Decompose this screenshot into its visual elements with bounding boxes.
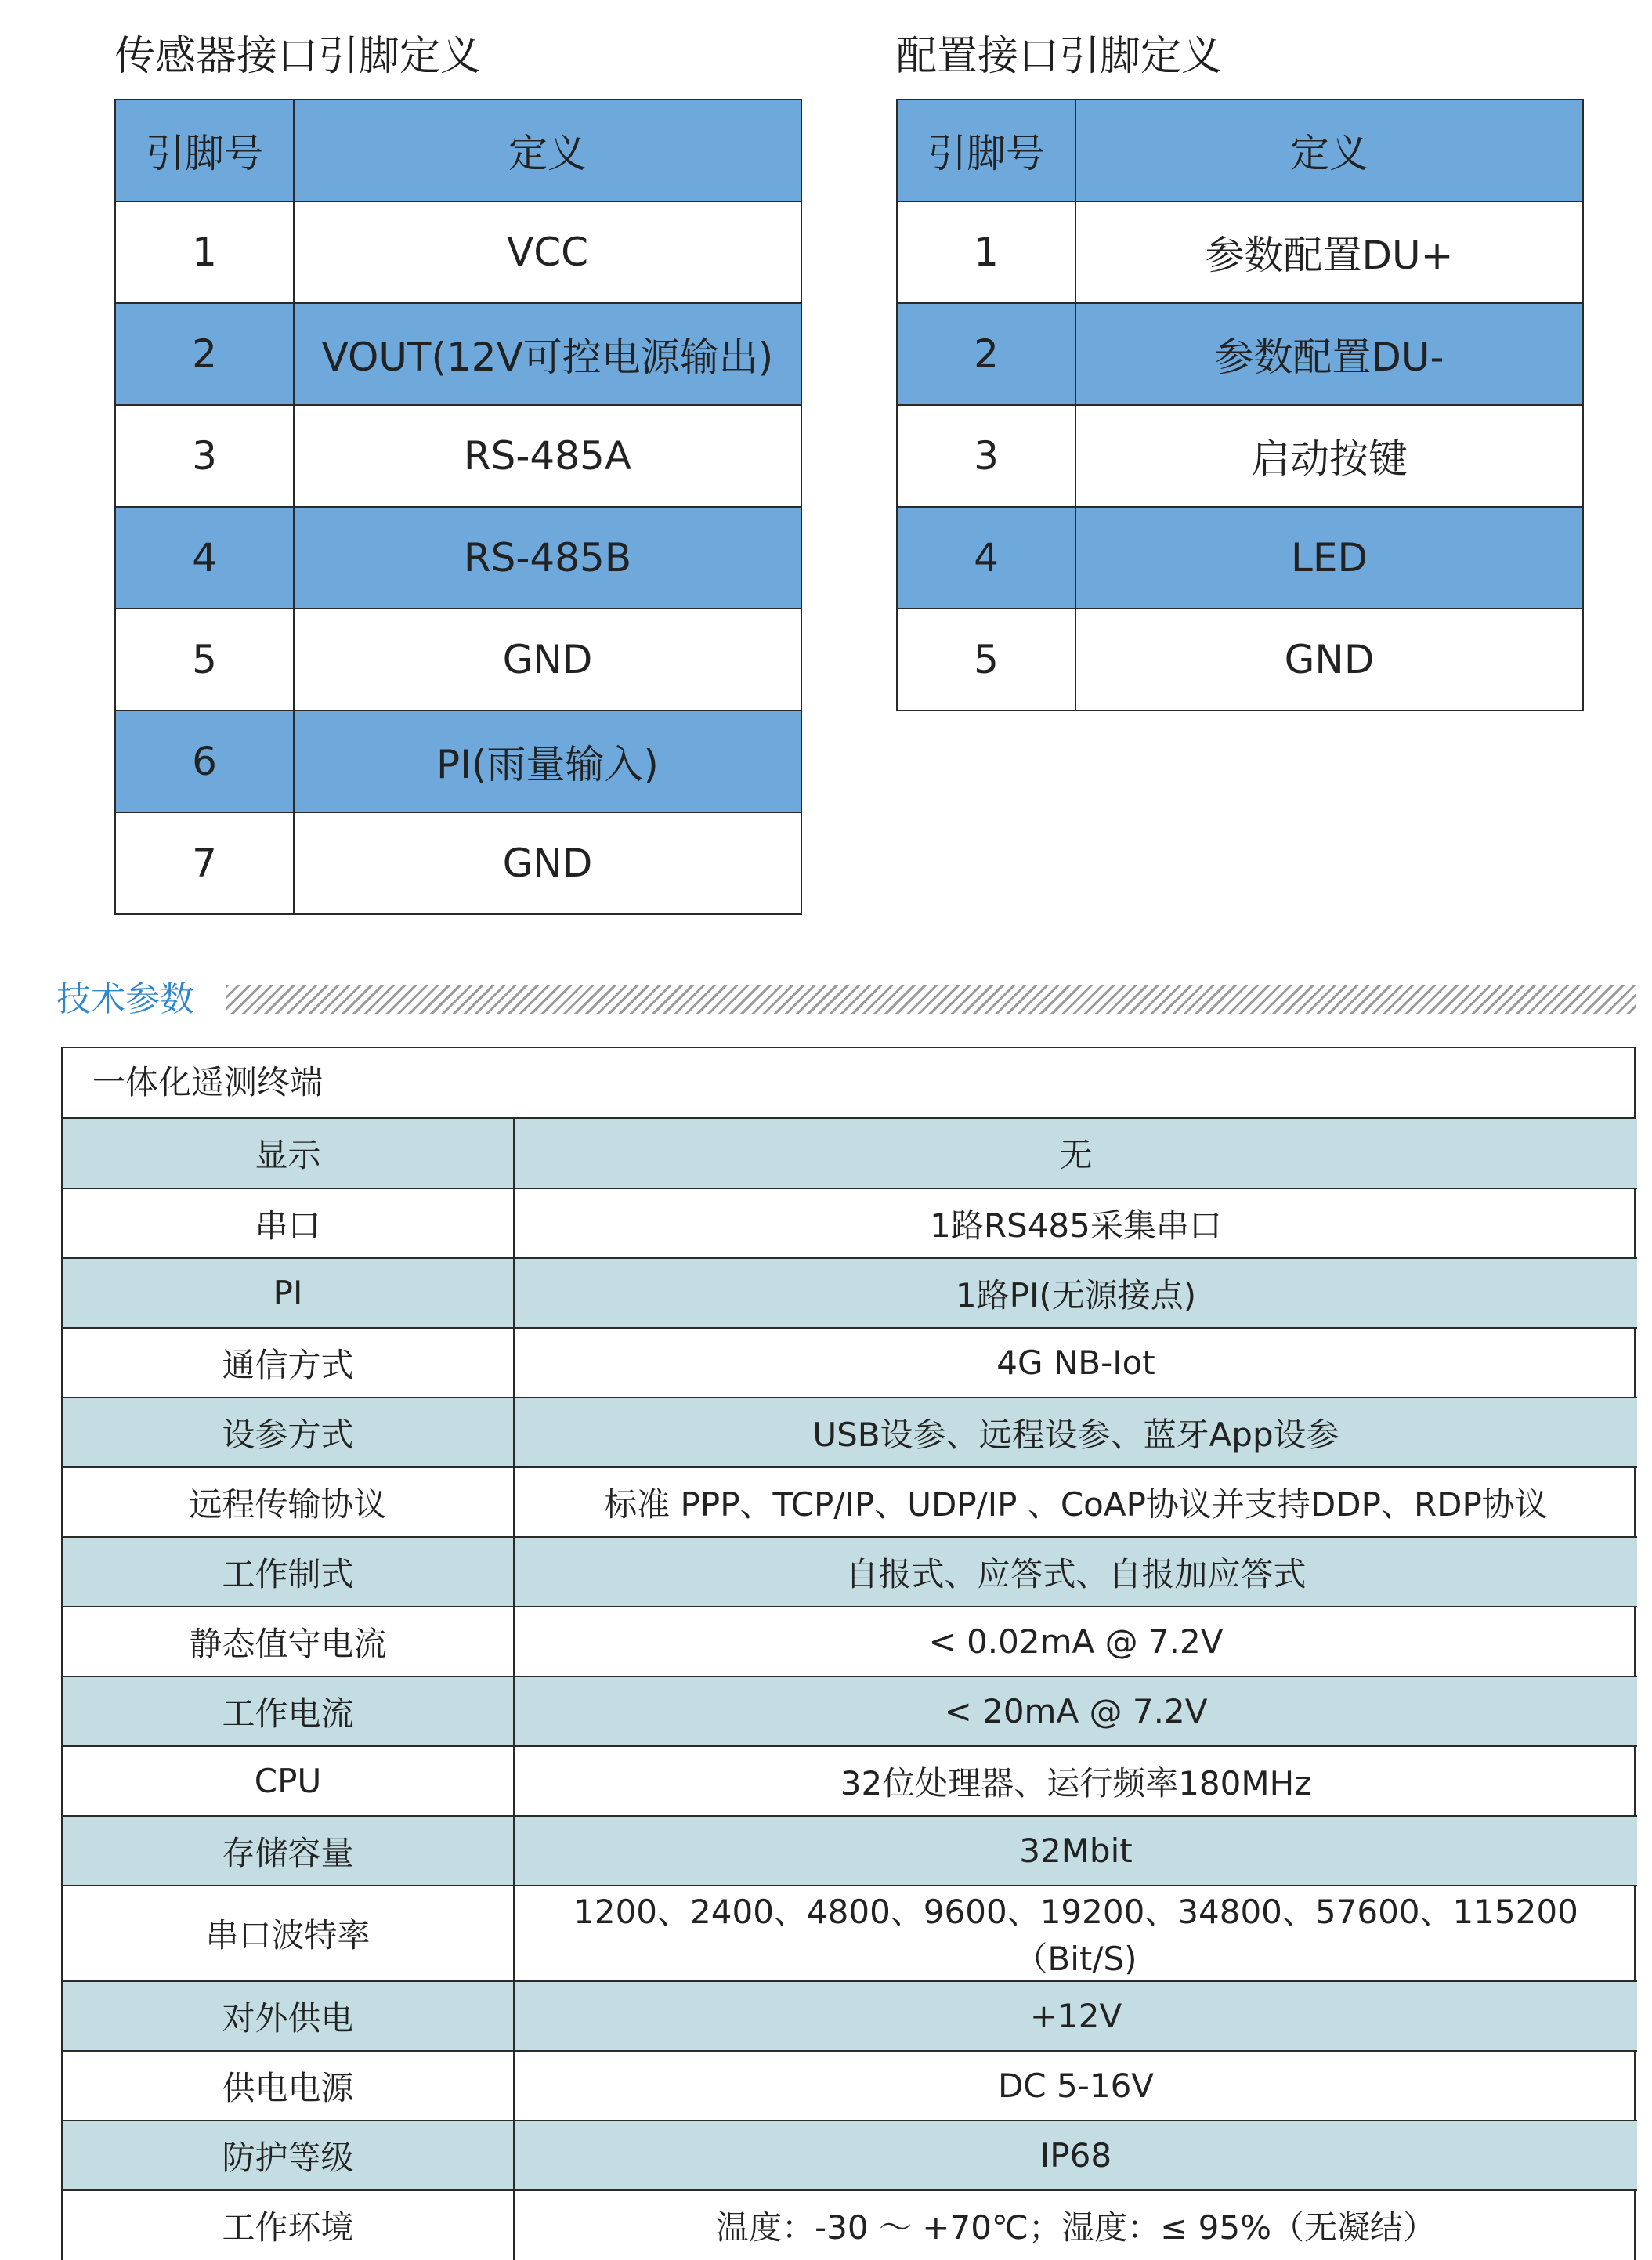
table-row [63, 1467, 1637, 1537]
sensor-pin-title: 传感器接口引脚定义 [114, 33, 482, 80]
spec-key: 静态值守电流 [63, 1607, 514, 1676]
pin-definition: VOUT(12V可控电源输出) [294, 303, 801, 405]
spec-key: 工作环境 [63, 2190, 514, 2260]
product-name: 一体化遥测终端 [63, 1048, 1634, 1119]
spec-key: CPU [63, 1746, 514, 1816]
table-row [63, 1607, 1637, 1676]
definition-column-header: 定义 [294, 99, 801, 201]
table-row [897, 609, 1583, 711]
pin-number: 1 [115, 201, 294, 303]
spec-value: 32位处理器、运行频率180MHz [514, 1746, 1637, 1816]
table-row [115, 201, 801, 303]
section-divider-hatch [226, 985, 1636, 1014]
spec-value: 4G NB-Iot [514, 1328, 1637, 1398]
table-row [63, 1258, 1637, 1328]
pin-number: 2 [115, 303, 294, 405]
table-row [897, 507, 1583, 609]
spec-value: 32Mbit [514, 1816, 1637, 1886]
table-row [63, 2051, 1637, 2121]
pin-definition: GND [294, 812, 801, 914]
spec-key: 工作电流 [63, 1676, 514, 1746]
spec-rows [63, 1119, 1637, 2260]
spec-value: 温度：-30 ～ +70℃；湿度：≤ 95%（无凝结） [514, 2190, 1637, 2260]
pin-definition: LED [1075, 507, 1583, 609]
table-row [63, 1188, 1637, 1258]
spec-value: USB设参、远程设参、蓝牙App设参 [514, 1398, 1637, 1467]
spec-value: 1200、2400、4800、9600、19200、34800、57600、115200（Bit/S) [514, 1886, 1637, 1981]
table-row [115, 711, 801, 812]
spec-value: < 0.02mA @ 7.2V [514, 1607, 1637, 1676]
pin-definition: GND [1075, 609, 1583, 711]
tech-spec-table [61, 1047, 1636, 2260]
table-row [897, 303, 1583, 405]
spec-key: 工作制式 [63, 1537, 514, 1607]
spec-key: 设参方式 [63, 1398, 514, 1467]
spec-value: 1路RS485采集串口 [514, 1188, 1637, 1258]
spec-key: 防护等级 [63, 2121, 514, 2190]
spec-key: PI [63, 1258, 514, 1328]
sensor-pin-table [114, 99, 802, 915]
spec-value: 自报式、应答式、自报加应答式 [514, 1537, 1637, 1607]
tech-section-title: 技术参数 [56, 979, 194, 1019]
pin-definition: RS-485B [294, 507, 801, 609]
pin-number: 3 [115, 405, 294, 507]
pin-column-header: 引脚号 [897, 99, 1075, 201]
table-row [115, 609, 801, 711]
spec-key: 串口 [63, 1188, 514, 1258]
pin-number: 5 [897, 609, 1075, 711]
table-row [63, 1119, 1637, 1188]
spec-value: 1路PI(无源接点) [514, 1258, 1637, 1328]
table-row [115, 507, 801, 609]
pin-number: 3 [897, 405, 1075, 507]
spec-value: DC 5-16V [514, 2051, 1637, 2121]
table-row [63, 1886, 1637, 1981]
table-row [63, 1676, 1637, 1746]
table-header-row [115, 99, 801, 201]
table-row [115, 303, 801, 405]
pin-number: 1 [897, 201, 1075, 303]
pin-number: 6 [115, 711, 294, 812]
table-row [63, 1816, 1637, 1886]
table-row [115, 405, 801, 507]
spec-key: 存储容量 [63, 1816, 514, 1886]
table-row [63, 1537, 1637, 1607]
spec-key: 对外供电 [63, 1981, 514, 2051]
pin-definition: PI(雨量输入) [294, 711, 801, 812]
table-row [63, 2190, 1637, 2260]
pin-definition: VCC [294, 201, 801, 303]
table-row [63, 2121, 1637, 2190]
config-pin-title: 配置接口引脚定义 [896, 33, 1223, 80]
definition-column-header: 定义 [1075, 99, 1583, 201]
pin-number: 2 [897, 303, 1075, 405]
spec-key: 远程传输协议 [63, 1467, 514, 1537]
pin-definition: RS-485A [294, 405, 801, 507]
table-row [63, 1981, 1637, 2051]
table-row [115, 812, 801, 914]
spec-key: 串口波特率 [63, 1886, 514, 1981]
table-row [897, 405, 1583, 507]
table-row [63, 1746, 1637, 1816]
pin-column-header: 引脚号 [115, 99, 294, 201]
config-pin-table [896, 99, 1584, 711]
pin-number: 4 [897, 507, 1075, 609]
pin-definition: 参数配置DU- [1075, 303, 1583, 405]
spec-key: 供电电源 [63, 2051, 514, 2121]
spec-value: 无 [514, 1119, 1637, 1188]
table-row [897, 201, 1583, 303]
spec-value: +12V [514, 1981, 1637, 2051]
spec-value: < 20mA @ 7.2V [514, 1676, 1637, 1746]
spec-key: 通信方式 [63, 1328, 514, 1398]
table-row [63, 1398, 1637, 1467]
pin-definition: 启动按键 [1075, 405, 1583, 507]
pin-definition: GND [294, 609, 801, 711]
pin-number: 7 [115, 812, 294, 914]
spec-value: 标准 PPP、TCP/IP、UDP/IP 、CoAP协议并支持DDP、RDP协议 [514, 1467, 1637, 1537]
pin-definition: 参数配置DU+ [1075, 201, 1583, 303]
spec-value: IP68 [514, 2121, 1637, 2190]
pin-number: 5 [115, 609, 294, 711]
spec-key: 显示 [63, 1119, 514, 1188]
table-row [63, 1328, 1637, 1398]
table-header-row [897, 99, 1583, 201]
pin-number: 4 [115, 507, 294, 609]
